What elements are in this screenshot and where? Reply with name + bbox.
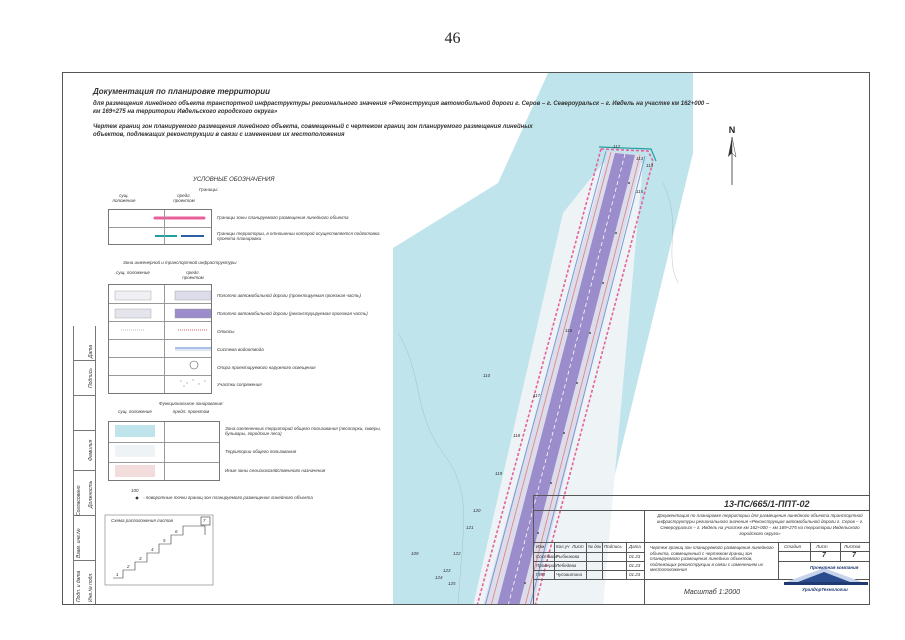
point-label: 124 xyxy=(435,575,443,580)
stamp-label: Подп. и дата xyxy=(76,570,82,602)
layout-scheme-title: Схема расположения листов xyxy=(111,518,173,523)
doc-title: Документация по планировке территории xyxy=(93,87,271,96)
point-sample: 100 xyxy=(131,488,139,493)
tb-role: Проверил xyxy=(536,563,557,568)
tb-col: Изм. xyxy=(536,544,546,549)
legend-point-marker xyxy=(136,497,139,500)
tb-date: 01.23 xyxy=(629,572,641,577)
side-stamp xyxy=(73,326,95,605)
company-line2: УралдорТехнологии xyxy=(802,587,848,592)
scheme-sheet: 6 xyxy=(175,529,178,534)
doc-drawing-name: Чертеж границ зон планируемого размещения линейного объекта, совмещенный с чертежом границ зон планируемого размещения линейных объектов, подлежащих реконструкции в связи с изменением их местоположения xyxy=(93,124,533,138)
tb-name: Рыбникова xyxy=(556,554,580,559)
page-number: 46 xyxy=(444,30,461,47)
functional-table xyxy=(108,421,220,481)
legend-item-label: Полотно автомобильной дороги (проектируемая проезжая часть) xyxy=(217,293,362,298)
tb-col: № док xyxy=(588,544,602,549)
col-projected: предл. проектом xyxy=(173,193,195,203)
tb-description: Документация по планировке территории для размещения линейного объекта транспортной инфраструктуры регионального значения «Реконструкция автомобильной дороги г. Серов – г. Североуральск – г. Ивдель на участке км 162+000 – км 169+275 на территории Ивдельского городского округа» xyxy=(656,513,864,536)
drawing-sheet xyxy=(62,72,870,605)
legend-item-label: Иные зоны сельскохозяйственного назначения xyxy=(225,468,326,473)
legend-item-label: Зона озелененных территорий общего пользования (лесопарки, скверы, бульвары, городские леса) xyxy=(225,426,381,436)
north-label: N xyxy=(728,125,736,135)
tb-role: ГИП xyxy=(536,572,545,577)
engineering-table xyxy=(108,284,212,394)
tb-col: Дата xyxy=(629,544,641,549)
legend-title: УСЛОВНЫЕ ОБОЗНАЧЕНИЯ xyxy=(193,177,275,183)
legend-item-label: Участки сопряжения xyxy=(217,382,262,387)
north-arrow-icon xyxy=(728,137,736,185)
legend-item-label: Границы территории, в отношении которой осуществляется подготовка проекта планировки xyxy=(217,231,380,241)
stamp-label: Должность xyxy=(88,480,94,508)
scheme-sheet: 2 xyxy=(127,564,130,569)
tb-col: Лист xyxy=(572,544,584,549)
point-label: 110 xyxy=(483,373,491,378)
col-existing: сущ. положение xyxy=(112,193,136,203)
tb-sheets-label: Листов xyxy=(844,544,861,549)
stamp-label: Инв.№ подл. xyxy=(88,572,94,602)
functional-heading: Функциональное зонирование: xyxy=(159,401,224,406)
legend-item-label: Полотно автомобильной дороги (реконструируемая проезжая часть) xyxy=(217,311,368,316)
point-label: 109 xyxy=(411,551,419,556)
point-label: - поворотные точки границ зон планируемого размещения линейного объекта xyxy=(143,495,313,500)
stamp-label: Взам. инв.№ xyxy=(76,528,82,558)
point-label: 114 xyxy=(646,163,654,168)
scheme-sheet-current: 7 xyxy=(203,518,206,523)
scheme-sheet: 4 xyxy=(151,547,154,552)
legend-item-label: Опора проектируемого наружного освещения xyxy=(217,365,316,370)
tb-name: Лебедева xyxy=(556,563,577,568)
point-label: 116 xyxy=(565,328,573,333)
tb-scale: Масштаб 1:2000 xyxy=(684,589,741,596)
borders-table xyxy=(108,209,212,245)
legend-item-label: Границы зоны планируемого размещения линейного объекта xyxy=(217,215,349,220)
tb-name: Чусовитина xyxy=(556,572,583,577)
point-label: 115 xyxy=(636,189,644,194)
stamp-label: Дата xyxy=(88,344,94,358)
tb-role: Составил xyxy=(536,554,558,559)
point-label: 112 xyxy=(613,144,621,149)
drawing-code: 13-ПС/665/1-ППТ-02 xyxy=(724,499,810,509)
legend-item-label: Территории общего пользования xyxy=(225,449,297,454)
stamp-label: Подпись xyxy=(88,368,94,388)
col-projected: предл. проектом xyxy=(182,270,204,280)
tb-sheets: 7 xyxy=(852,552,856,559)
tb-col: Подпись xyxy=(604,544,622,549)
legend-item-label: Система водоотвода xyxy=(217,347,264,352)
tb-stage-label: Стадия xyxy=(784,544,801,549)
company-line1: Проектная компания xyxy=(810,565,859,570)
stamp-label: Фамилия xyxy=(88,439,94,461)
layout-scheme-staircase xyxy=(113,526,205,578)
col-existing: сущ. положение xyxy=(116,270,150,275)
point-label: 113 xyxy=(636,156,644,161)
point-label: 120 xyxy=(473,508,481,513)
point-label: 117 xyxy=(533,393,541,398)
point-label: 122 xyxy=(453,551,461,556)
engineering-heading: Зона инженерной и транспортной инфраструктуры xyxy=(123,260,237,265)
tb-date: 01.23 xyxy=(629,563,641,568)
scheme-sheet: 3 xyxy=(139,556,142,561)
point-label: 119 xyxy=(495,471,503,476)
legend-item-label: Откосы xyxy=(217,329,235,334)
tb-col: Кол.уч xyxy=(556,544,570,549)
point-label: 125 xyxy=(448,581,456,586)
doc-purpose: для размещения линейного объекта транспортной инфраструктуры регионального значения «Реконструкция автомобильной дороги г. Серов – г. Североуральск – г. Ивдель на участке км 162+000 – км 169+275 на территории Ивдельского городского округа» xyxy=(93,101,710,115)
title-block xyxy=(533,495,870,605)
borders-heading: Границы: xyxy=(199,187,219,192)
point-label: 123 xyxy=(443,568,451,573)
tb-date: 01.23 xyxy=(629,554,641,559)
tb-sheet: 7 xyxy=(822,552,826,559)
col-existing: сущ. положение xyxy=(118,409,152,414)
tb-drawing-name: Чертеж границ зон планируемого размещения линейного объекта, совмещенный с чертежом границ зон планируемого размещения линейных объектов, подлежащих реконструкции в связи с изменением их местоположения xyxy=(650,545,774,572)
col-projected: предл. проектом xyxy=(172,409,210,414)
tb-sheet-label: Лист xyxy=(816,544,828,549)
scheme-sheet: 5 xyxy=(163,538,166,543)
scheme-sheet: 1 xyxy=(116,572,119,577)
point-label: 118 xyxy=(513,433,521,438)
point-label: 121 xyxy=(466,525,474,530)
stamp-label: Согласовано xyxy=(76,485,82,516)
